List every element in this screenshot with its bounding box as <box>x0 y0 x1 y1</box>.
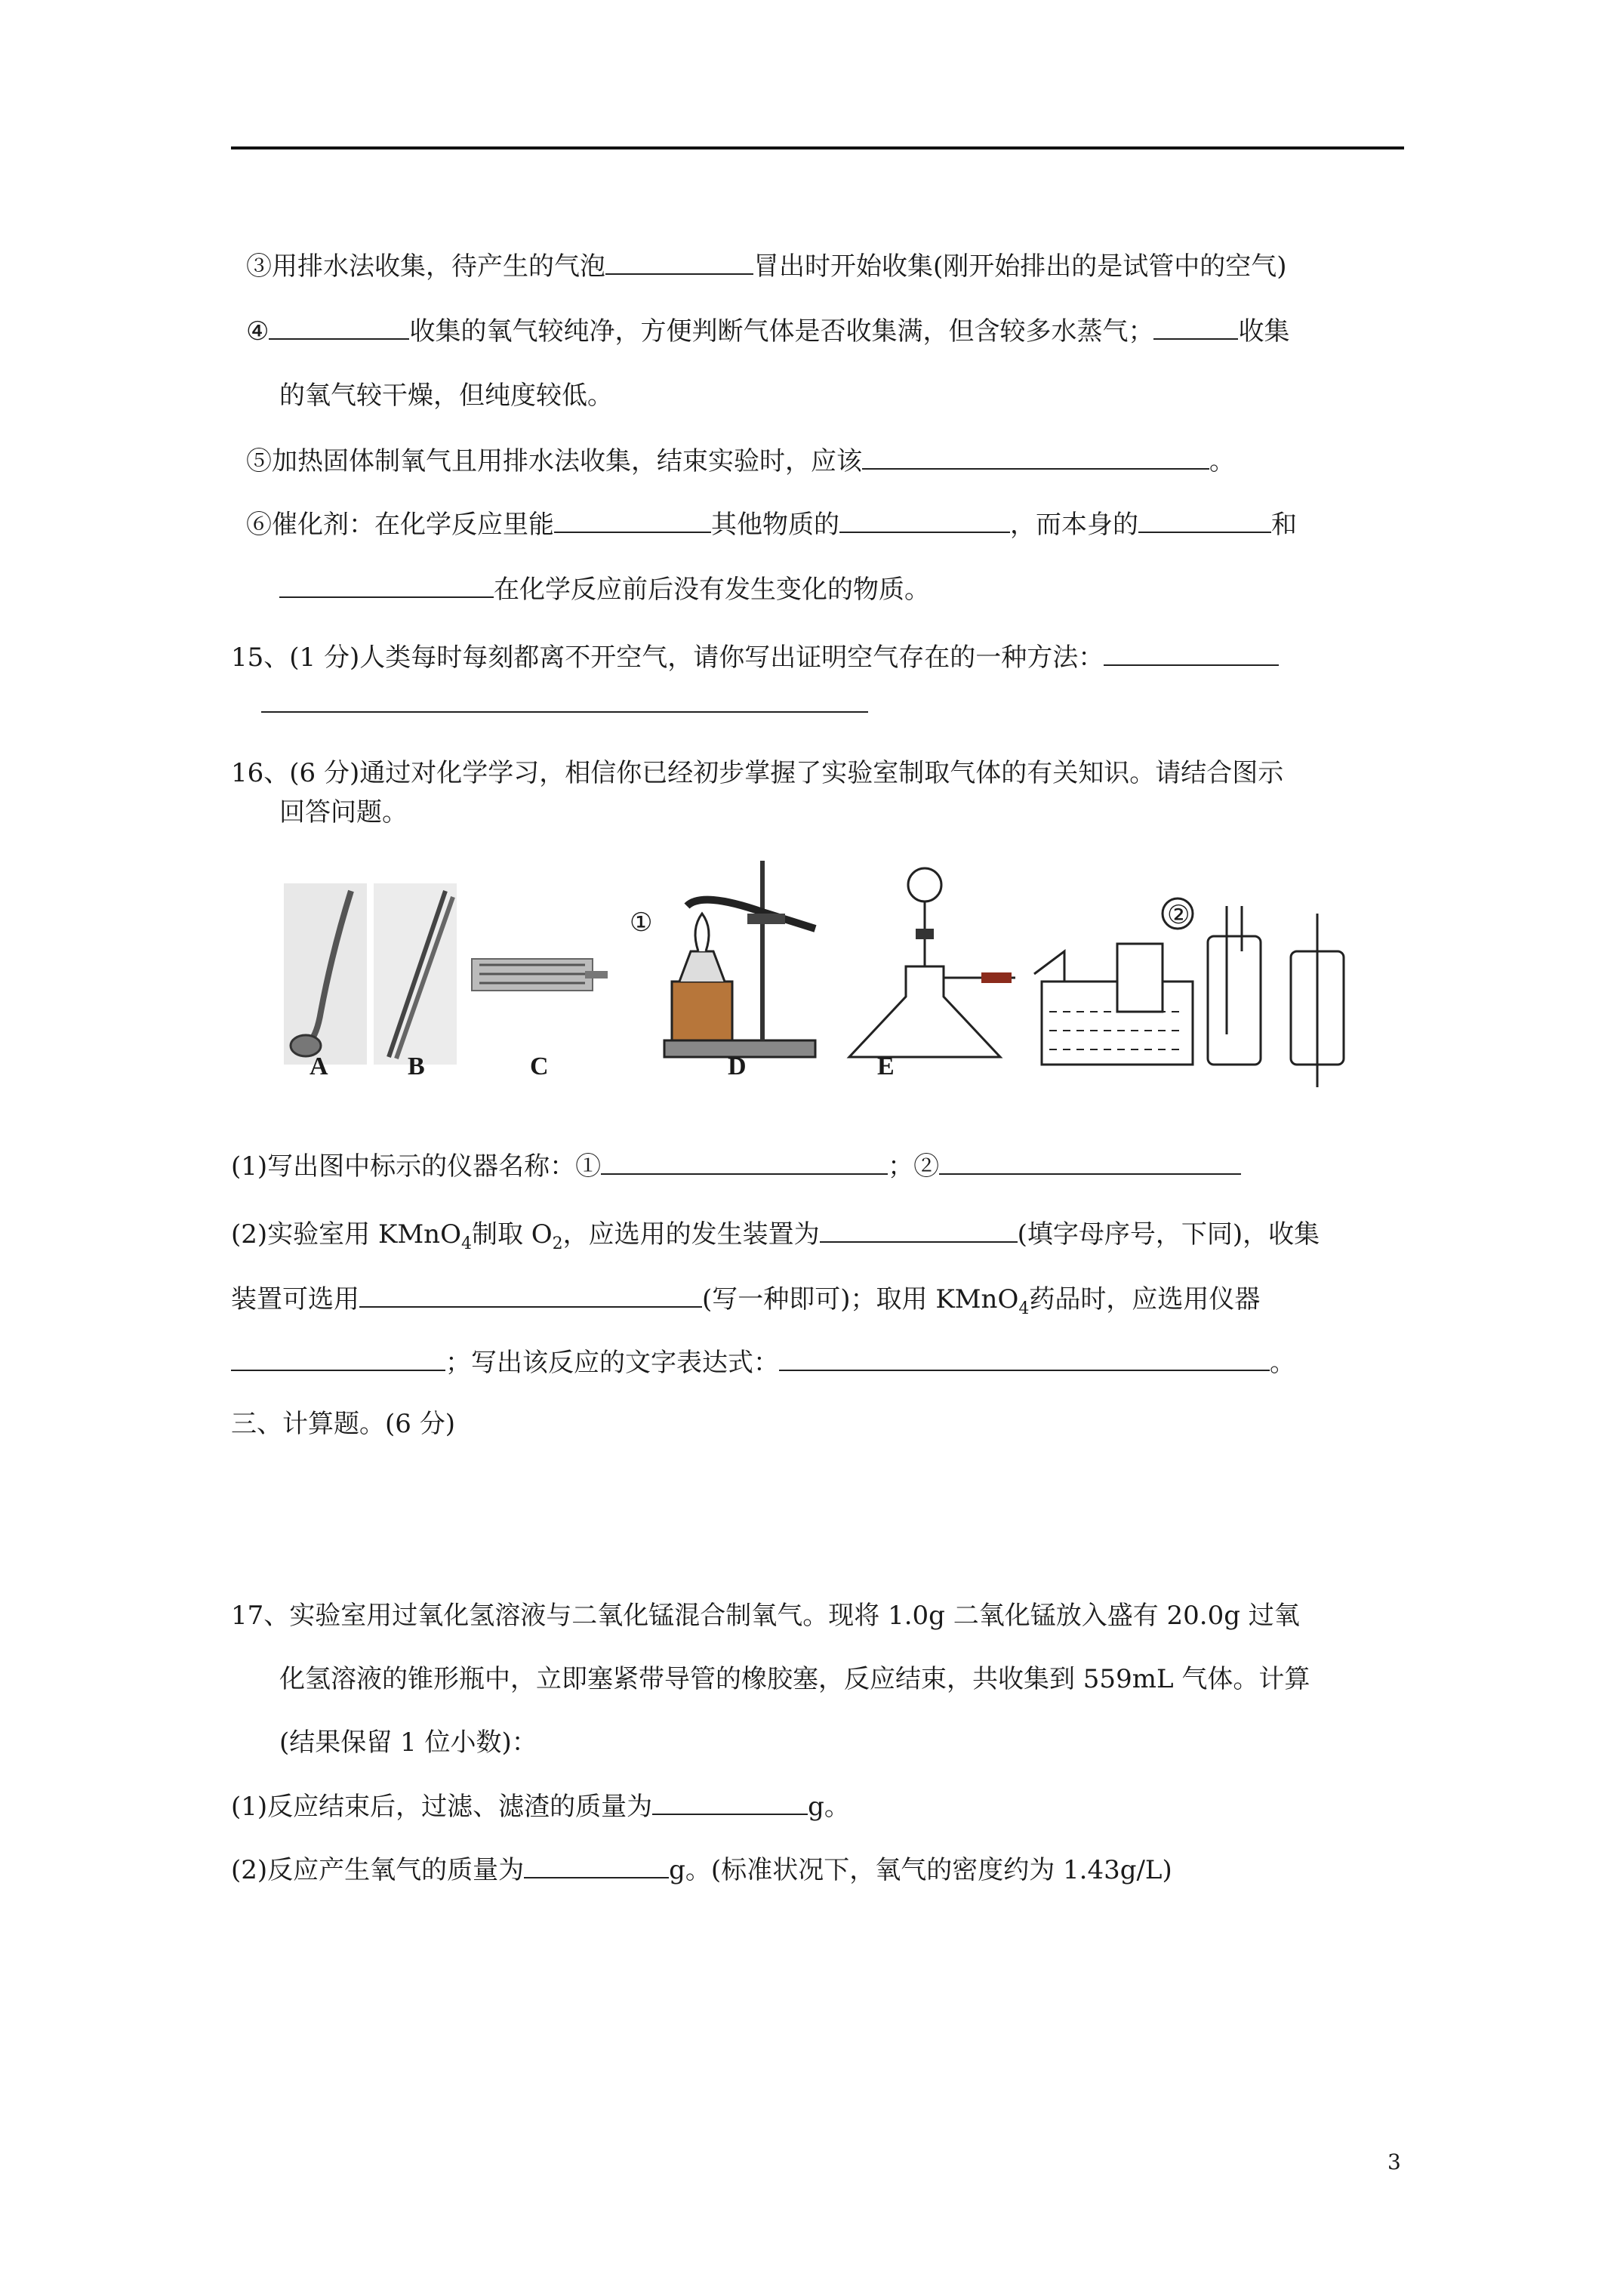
q16-sub2-text-e: 装置可选用 <box>231 1284 359 1314</box>
answer-blank[interactable] <box>862 442 1209 470</box>
q16-sub2-text-i: 。 <box>1270 1348 1295 1378</box>
q14-item4-cont: 的氧气较干燥，但纯度较低。 <box>279 381 613 411</box>
answer-blank[interactable] <box>601 1148 888 1175</box>
q14-item4-text-b: 收集的氧气较纯净，方便判断气体是否收集满，但含较多水蒸气； <box>409 316 1154 347</box>
q16-line1: 16、(6 分)通过对化学学习，相信你已经初步掌握了实验室制取气体的有关知识。请结合图示 <box>231 758 1284 788</box>
answer-blank[interactable] <box>554 506 711 533</box>
q16-sub2-text-c: ，应选用的发生装置为 <box>562 1219 820 1250</box>
apparatus-c-tube-brush <box>472 959 608 991</box>
apparatus-b-tweezers <box>374 883 457 1065</box>
q14-item6-text-b: 其他物质的 <box>711 510 839 540</box>
q14-item6-text: ⑥催化剂：在化学反应里能 <box>246 510 554 540</box>
q17-sub1-text: (1)反应结束后，过滤、滤渣的质量为 <box>231 1792 653 1822</box>
q17-sub2 <box>231 1851 1172 1888</box>
q17-line1: 17、实验室用过氧化氢溶液与二氧化锰混合制氧气。现将 1.0g 二氧化锰放入盛有 20.0g 过氧 <box>231 1601 1300 1631</box>
q14-item6 <box>246 506 1297 543</box>
figure-label-d: D <box>728 1052 747 1080</box>
q14-item4-text: ④ <box>246 316 269 347</box>
q16-sub2-line3 <box>231 1344 1295 1381</box>
q14-item6-text-d: 和 <box>1271 510 1297 540</box>
q16-sub2-text-g: 药品时，应选用仪器 <box>1029 1284 1261 1314</box>
subscript: 4 <box>1018 1299 1030 1318</box>
answer-blank[interactable] <box>652 1788 808 1815</box>
q16-line2: 回答问题。 <box>279 797 408 827</box>
marker-2: ② <box>1167 900 1190 930</box>
answer-blank[interactable] <box>269 313 409 340</box>
answer-blank[interactable] <box>359 1281 702 1308</box>
header-rule <box>231 146 1404 149</box>
section-3-title: 三、计算题。(6 分) <box>231 1409 455 1439</box>
answer-blank[interactable] <box>1153 313 1238 340</box>
q16-sub1-text: (1)写出图中标示的仪器名称：① <box>231 1151 602 1182</box>
q14-item6-cont <box>279 571 930 608</box>
answer-blank[interactable] <box>605 248 753 275</box>
q16-sub1 <box>231 1148 1241 1185</box>
apparatus-a-spoon <box>284 883 367 1065</box>
figure-label-b: B <box>408 1052 425 1080</box>
q17-line3: (结果保留 1 位小数)： <box>279 1727 537 1758</box>
q14-item6-text-c: ，而本身的 <box>1010 510 1138 540</box>
q16-sub2-text-a: (2)实验室用 KMnO <box>231 1219 461 1250</box>
q16-sub1-text-b: ；② <box>888 1151 940 1182</box>
subscript: 4 <box>460 1234 472 1253</box>
apparatus-gas-bottle-2 <box>1291 914 1344 1087</box>
page-number: 3 <box>1387 2150 1401 2174</box>
q16-sub2-text-h: ；写出该反应的文字表达式： <box>445 1348 779 1378</box>
figure-label-c: C <box>530 1052 549 1080</box>
q17-sub1-text-b: g。 <box>808 1792 850 1822</box>
q16-sub2-text-f: (写一种即可)；取用 KMnO <box>702 1284 1019 1314</box>
q17-sub2-text: (2)反应产生氧气的质量为 <box>231 1855 525 1885</box>
answer-blank[interactable] <box>779 1344 1270 1371</box>
q14-item3 <box>246 248 1287 285</box>
answer-blank[interactable] <box>231 1344 445 1371</box>
q16-sub2-line2 <box>231 1281 1260 1327</box>
lab-apparatus-figure <box>279 838 1412 1102</box>
q17-line2: 化氢溶液的锥形瓶中，立即塞紧带导管的橡胶塞，反应结束，共收集到 559mL 气体。计算 <box>279 1664 1310 1694</box>
q15-text: 15、(1 分)人类每时每刻都离不开空气，请你写出证明空气存在的一种方法： <box>231 643 1104 673</box>
q14-item6-text-e: 在化学反应前后没有发生变化的物质。 <box>494 575 930 605</box>
q14-item3-text-b: 冒出时开始收集(刚开始排出的是试管中的空气) <box>753 251 1287 282</box>
answer-blank[interactable] <box>820 1216 1018 1243</box>
answer-blank[interactable] <box>939 1148 1241 1175</box>
q15-question <box>231 639 1279 676</box>
q16-sub2-text-d: (填字母序号，下同)，收集 <box>1017 1219 1320 1250</box>
apparatus-gas-bottle-1 <box>1208 906 1261 1065</box>
q14-item5-text-b: 。 <box>1209 446 1235 476</box>
figure-label-a: A <box>310 1052 328 1080</box>
q14-item5 <box>246 442 1235 479</box>
answer-blank[interactable] <box>279 571 494 598</box>
apparatus-e-flask-funnel <box>849 868 1015 1057</box>
answer-blank-line[interactable] <box>261 710 868 713</box>
q14-item3-text: ③用排水法收集，待产生的气泡 <box>246 251 605 282</box>
subscript: 2 <box>552 1234 563 1253</box>
q14-item5-text: ⑤加热固体制氧气且用排水法收集，结束实验时，应该 <box>246 446 862 476</box>
q14-item4 <box>246 313 1289 350</box>
q16-sub2-line1 <box>231 1216 1320 1262</box>
q17-sub1 <box>231 1788 850 1825</box>
q14-item4-text-c: 收集 <box>1238 316 1290 347</box>
answer-blank[interactable] <box>839 506 1010 533</box>
q16-sub2-text-b: 制取 O <box>471 1219 553 1250</box>
marker-1: ① <box>630 908 653 938</box>
answer-blank[interactable] <box>1104 639 1279 666</box>
figure-label-e: E <box>877 1052 895 1080</box>
answer-blank[interactable] <box>524 1851 669 1878</box>
answer-blank[interactable] <box>1138 506 1271 533</box>
apparatus-d-heating-setup <box>664 861 815 1057</box>
q17-sub2-text-b: g。(标准状况下，氧气的密度约为 1.43g/L) <box>669 1855 1172 1885</box>
